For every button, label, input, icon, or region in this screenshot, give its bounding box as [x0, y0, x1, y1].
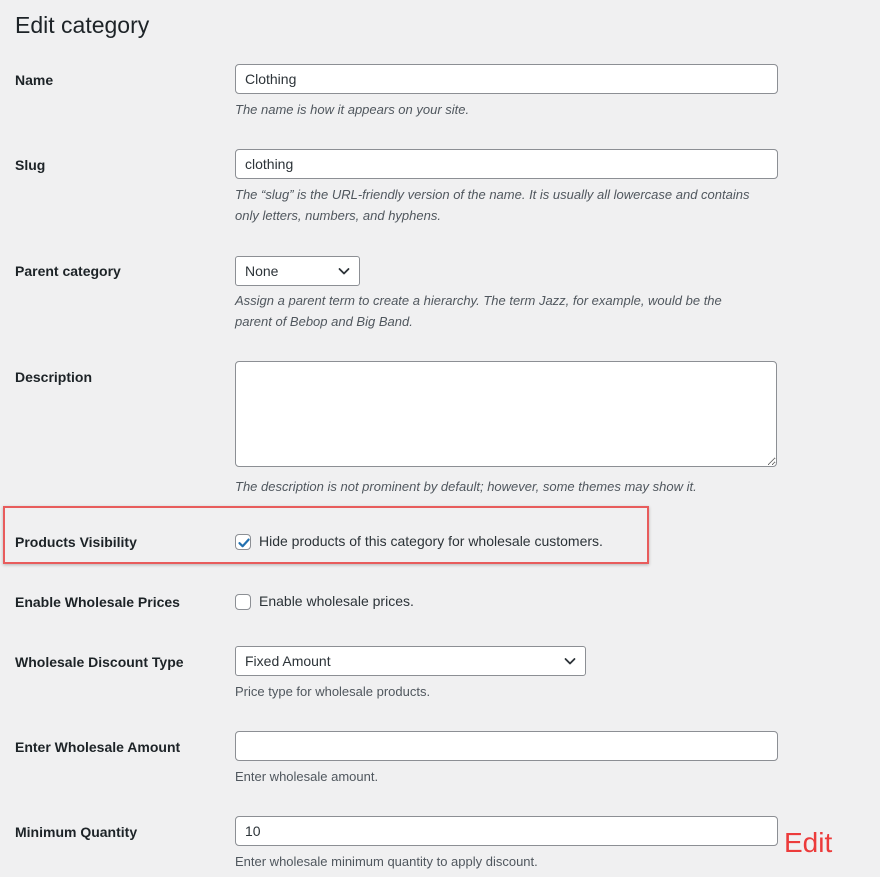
chevron-down-icon — [564, 655, 576, 667]
wholesale-discount-type-value: Fixed Amount — [245, 653, 331, 669]
chevron-down-icon — [338, 265, 350, 277]
name-help: The name is how it appears on your site. — [235, 102, 470, 117]
parent-help-line1: Assign a parent term to create a hierarchy. The term Jazz, for example, would be the — [235, 293, 722, 308]
parent-category-value: None — [245, 263, 279, 279]
hide-products-label: Hide products of this category for wholesale customers. — [259, 533, 603, 549]
hide-products-checkbox[interactable] — [235, 534, 251, 550]
enable-wholesale-prices-checkbox[interactable] — [235, 594, 251, 610]
parent-help-line2: parent of Bebop and Big Band. — [235, 314, 413, 329]
slug-help-line2: only letters, numbers, and hyphens. — [235, 208, 441, 223]
enable-wholesale-prices-text: Enable wholesale prices. — [259, 593, 414, 609]
wholesale-amount-help: Enter wholesale amount. — [235, 769, 379, 784]
name-label: Name — [15, 72, 54, 88]
slug-input[interactable] — [235, 149, 778, 179]
slug-label: Slug — [15, 157, 46, 173]
minimum-quantity-label: Minimum Quantity — [15, 824, 138, 840]
checkmark-icon — [236, 535, 252, 551]
page-title: Edit category — [15, 12, 150, 38]
minimum-quantity-help: Enter wholesale minimum quantity to apply discount. — [235, 854, 538, 869]
wholesale-amount-input[interactable] — [235, 731, 778, 761]
edit-annotation: Edit — [784, 827, 833, 858]
parent-category-label: Parent category — [15, 263, 121, 279]
description-label: Description — [15, 369, 93, 385]
enable-wholesale-prices-label: Enable Wholesale Prices — [15, 594, 180, 610]
slug-help-line1: The “slug” is the URL-friendly version of the name. It is usually all lowercase and contains — [235, 187, 750, 202]
wholesale-discount-type-label: Wholesale Discount Type — [15, 654, 184, 670]
description-help: The description is not prominent by default; however, some themes may show it. — [235, 479, 697, 494]
name-input[interactable] — [235, 64, 778, 94]
parent-category-select[interactable] — [235, 256, 360, 286]
products-visibility-label: Products Visibility — [15, 534, 137, 550]
description-textarea[interactable] — [235, 361, 777, 467]
wholesale-amount-label: Enter Wholesale Amount — [15, 739, 181, 755]
discount-type-help: Price type for wholesale products. — [235, 684, 431, 699]
wholesale-discount-type-select[interactable] — [235, 646, 586, 676]
minimum-quantity-input[interactable] — [235, 816, 778, 846]
